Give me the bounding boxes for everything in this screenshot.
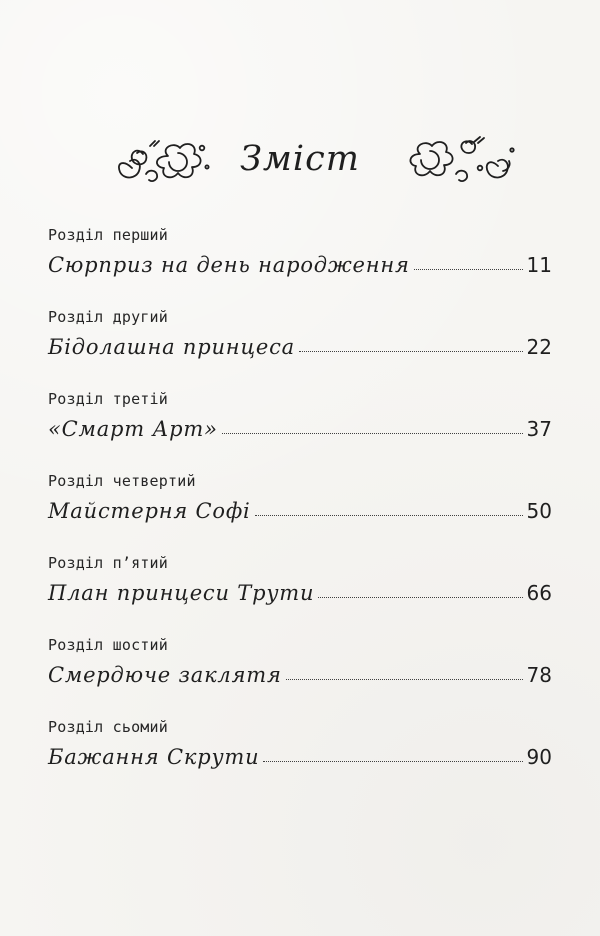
toc-entry bbox=[48, 226, 552, 308]
page-number: 22 bbox=[526, 335, 552, 359]
toc-entry bbox=[48, 390, 552, 472]
toc-line bbox=[48, 252, 552, 280]
dot-leader bbox=[222, 433, 523, 434]
chapter-label: Розділ другий bbox=[48, 308, 168, 326]
page-number: 78 bbox=[526, 663, 552, 687]
chapter-title: Сюрприз на день народження bbox=[48, 253, 410, 277]
dot-leader bbox=[263, 761, 522, 762]
toc-line bbox=[48, 416, 552, 444]
toc-entry bbox=[48, 472, 552, 554]
dot-leader bbox=[299, 351, 523, 352]
page-number: 11 bbox=[526, 253, 552, 277]
dot-leader bbox=[414, 269, 523, 270]
toc-line bbox=[48, 498, 552, 526]
toc-line bbox=[48, 334, 552, 362]
chapter-title: Бажання Скрути bbox=[48, 745, 260, 769]
right-splash-flourish-icon bbox=[408, 132, 528, 190]
chapter-title: «Смарт Арт» bbox=[48, 417, 218, 441]
page-title: Зміст bbox=[240, 139, 360, 179]
chapter-label: Розділ третій bbox=[48, 390, 168, 408]
chapter-label: Розділ перший bbox=[48, 226, 168, 244]
page-number: 90 bbox=[526, 745, 552, 769]
toc-entry bbox=[48, 554, 552, 636]
page-number: 37 bbox=[526, 417, 552, 441]
toc-entry bbox=[48, 636, 552, 718]
dot-leader bbox=[255, 515, 523, 516]
chapter-label: Розділ п’ятий bbox=[48, 554, 168, 572]
toc-entry bbox=[48, 718, 552, 800]
chapter-label: Розділ четвертий bbox=[48, 472, 196, 490]
chapter-label: Розділ сьомий bbox=[48, 718, 168, 736]
page-number: 50 bbox=[526, 499, 552, 523]
toc-line bbox=[48, 744, 552, 772]
toc-line bbox=[48, 662, 552, 690]
chapter-title: Бідолашна принцеса bbox=[48, 335, 295, 359]
toc-entry bbox=[48, 308, 552, 390]
table-of-contents bbox=[48, 226, 552, 800]
chapter-label: Розділ шостий bbox=[48, 636, 168, 654]
toc-line bbox=[48, 580, 552, 608]
chapter-title: План принцеси Трути bbox=[48, 581, 315, 605]
chapter-title: Майстерня Софі bbox=[48, 499, 251, 523]
dot-leader bbox=[286, 679, 523, 680]
dot-leader bbox=[318, 597, 522, 598]
page-number: 66 bbox=[526, 581, 552, 605]
chapter-title: Смердюче заклятя bbox=[48, 663, 282, 687]
